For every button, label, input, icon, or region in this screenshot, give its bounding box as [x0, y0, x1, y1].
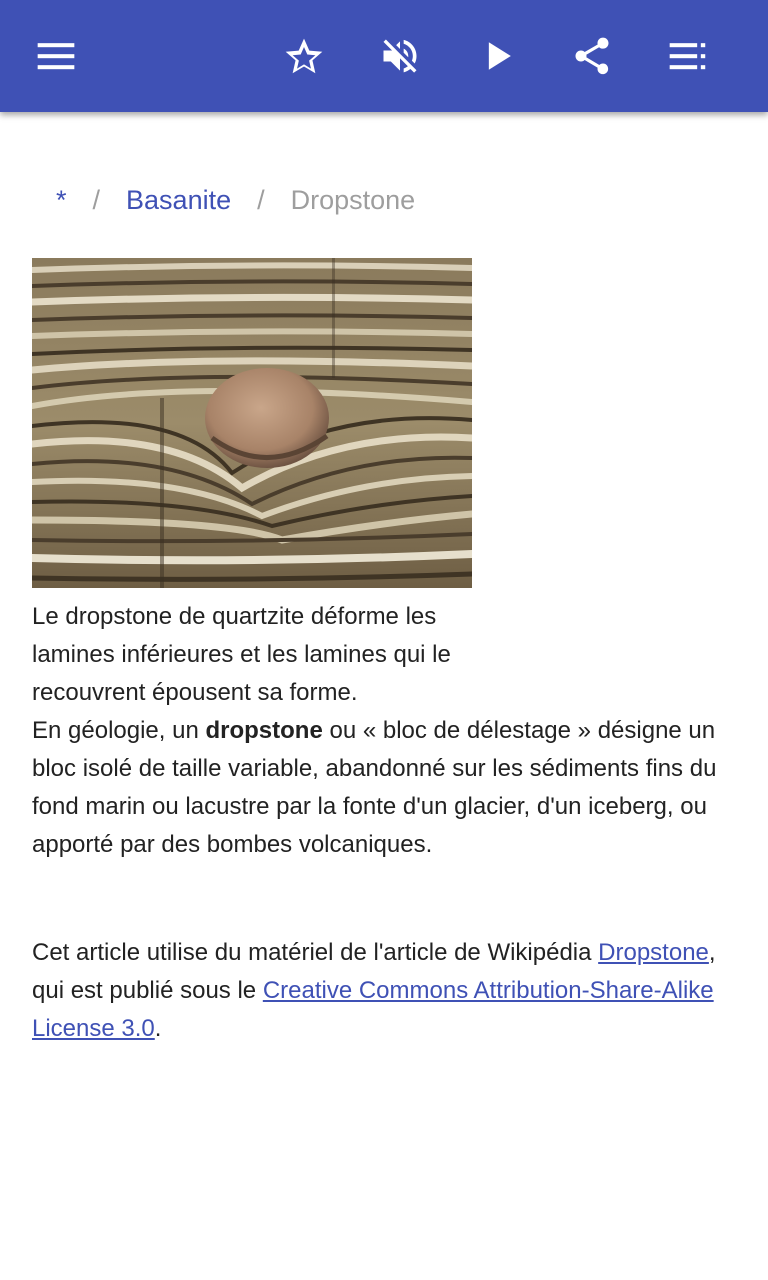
- attribution-suffix: .: [154, 1015, 162, 1042]
- wikipedia-article-link[interactable]: Dropstone: [598, 939, 709, 966]
- play-icon: [476, 34, 520, 78]
- breadcrumb-separator: /: [257, 184, 265, 215]
- intro-suffix: ou « bloc de délestage » désigne un bloc isolé de taille variable, abandonné sur les sédiments fins du fond marin ou lacustre par la fonte d'un glacier, d'un iceberg, ou apporté par des bombes volcaniques.: [32, 717, 717, 858]
- intro-term: dropstone: [205, 717, 323, 744]
- play-button[interactable]: [470, 28, 526, 84]
- share-button[interactable]: [564, 28, 620, 84]
- hamburger-menu-icon: [34, 34, 78, 78]
- attribution-middle: , qui est publié sous le: [32, 939, 716, 1004]
- dropstone-photo: [32, 258, 472, 588]
- attribution-notice: [32, 934, 736, 1048]
- volume-off-icon: [378, 34, 422, 78]
- share-icon: [570, 34, 614, 78]
- list-menu-icon: [666, 34, 710, 78]
- attribution-prefix: Cet article utilise du matériel de l'article de Wikipédia: [32, 939, 599, 966]
- breadcrumb-separator: /: [92, 184, 101, 215]
- favorite-button[interactable]: [276, 28, 332, 84]
- intro-prefix: En géologie, un: [32, 717, 206, 744]
- article-intro: [32, 712, 736, 864]
- menu-button[interactable]: [28, 28, 84, 84]
- article-image[interactable]: [32, 258, 472, 588]
- table-of-contents-button[interactable]: [660, 28, 716, 84]
- license-link[interactable]: Creative Commons Attribution-Share-Alike License 3.0: [32, 977, 714, 1042]
- breadcrumb-home-link[interactable]: *: [56, 184, 67, 215]
- app-bar: [0, 0, 768, 112]
- star-outline-icon: [282, 34, 326, 78]
- breadcrumb-parent-link[interactable]: Basanite: [126, 184, 232, 215]
- mute-button[interactable]: [372, 28, 428, 84]
- breadcrumb-current: Dropstone: [290, 184, 416, 215]
- image-caption: Le dropstone de quartzite déforme les lamines inférieures et les lamines qui le recouvrent épousent sa forme.: [32, 603, 451, 706]
- breadcrumb: [32, 178, 415, 222]
